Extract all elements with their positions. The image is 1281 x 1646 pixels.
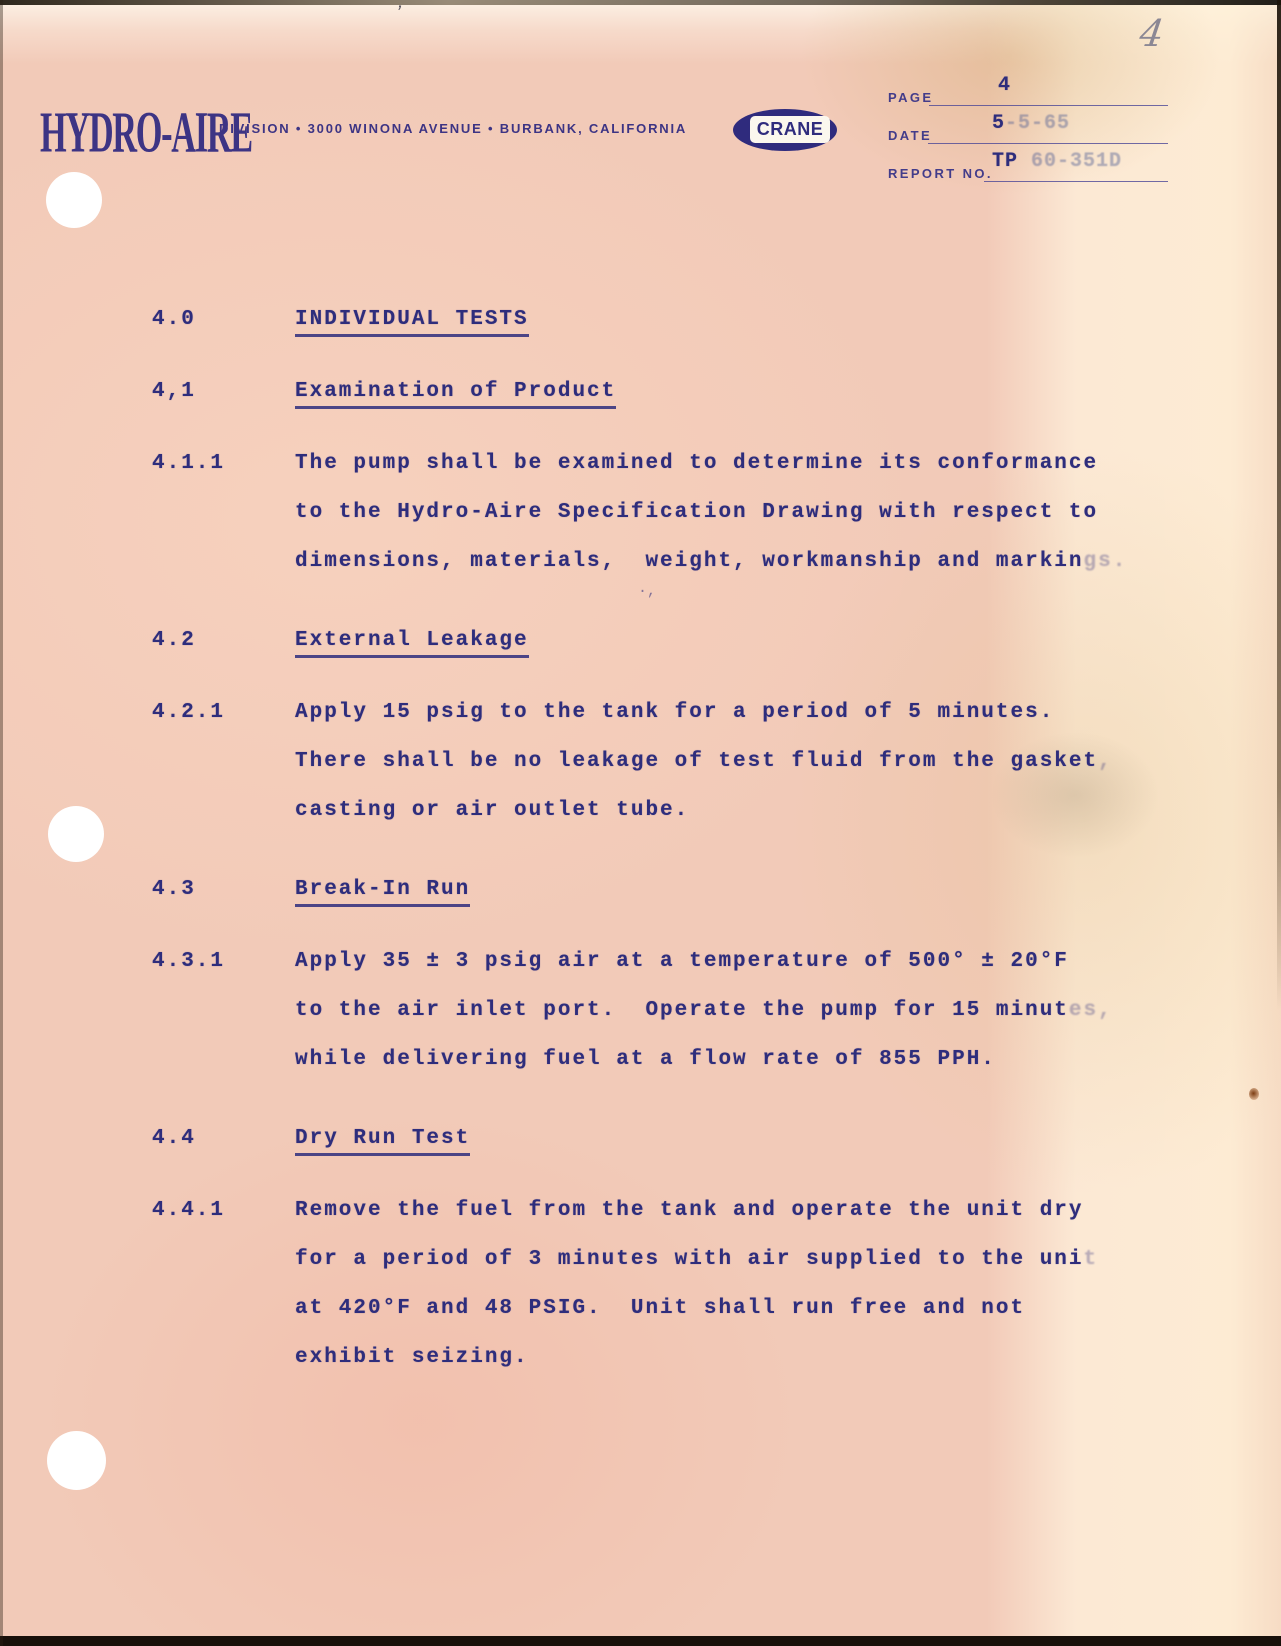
paragraph-line: Remove the fuel from the tank and operate the unit dry bbox=[295, 1199, 1084, 1222]
scan-edge-bottom bbox=[0, 1636, 1281, 1646]
handwritten-page-number: 4 bbox=[1136, 12, 1167, 55]
division-address-line: DIVISION • 3000 WINONA AVENUE • BURBANK, CALIFORNIA bbox=[219, 121, 688, 136]
stray-ink-mark: ·, bbox=[638, 583, 657, 600]
section-number: 4.3 bbox=[152, 878, 196, 901]
punch-hole bbox=[46, 172, 102, 228]
paragraph-line: at 420°F and 48 PSIG. Unit shall run free and not bbox=[295, 1297, 1026, 1320]
date-value-strong: 5 bbox=[992, 112, 1006, 135]
punch-hole bbox=[48, 806, 104, 862]
report-no-field-value bbox=[992, 150, 1122, 173]
stain-spot bbox=[1249, 1088, 1259, 1100]
section-4-2 bbox=[152, 616, 1162, 665]
section-number: 4.4.1 bbox=[152, 1199, 226, 1222]
paragraph-line: dimensions, materials, weight, workmanship and markings. bbox=[295, 550, 1128, 573]
paragraph-line: The pump shall be examined to determine its conformance bbox=[295, 452, 1099, 475]
date-field-label: DATE bbox=[888, 128, 933, 143]
page-field-label: PAGE bbox=[888, 90, 934, 105]
section-4-1-1 bbox=[152, 439, 1162, 586]
paragraph-line: exhibit seizing. bbox=[295, 1346, 529, 1369]
section-paragraph bbox=[295, 688, 1113, 835]
section-number: 4.0 bbox=[152, 308, 196, 331]
scan-edge-left bbox=[0, 0, 3, 1646]
section-number: 4.1.1 bbox=[152, 452, 226, 475]
section-heading: Dry Run Test bbox=[295, 1114, 470, 1163]
section-4-1 bbox=[152, 367, 1162, 416]
page-field-line bbox=[929, 87, 1168, 106]
paragraph-line: casting or air outlet tube. bbox=[295, 799, 690, 822]
report-value-faded: 60-351D bbox=[1031, 150, 1123, 173]
crane-badge bbox=[733, 109, 837, 151]
paragraph-line: Apply 15 psig to the tank for a period of 5 minutes. bbox=[295, 701, 1055, 724]
section-heading: Examination of Product bbox=[295, 367, 616, 416]
paragraph-line: for a period of 3 minutes with air supplied to the unit bbox=[295, 1248, 1099, 1271]
section-4-4-1 bbox=[152, 1186, 1162, 1382]
scan-edge-right bbox=[1277, 0, 1281, 1010]
section-4-4 bbox=[152, 1114, 1162, 1163]
section-number: 4.3.1 bbox=[152, 950, 226, 973]
pencil-tick-mark: ’ bbox=[393, 1, 404, 25]
report-value-strong: TP bbox=[992, 150, 1032, 173]
section-paragraph bbox=[295, 1186, 1098, 1382]
section-paragraph bbox=[295, 439, 1127, 586]
punch-hole bbox=[47, 1431, 106, 1490]
date-value-faded: -5-65 bbox=[1005, 112, 1071, 135]
paragraph-line: to the Hydro-Aire Specification Drawing with respect to bbox=[295, 501, 1099, 524]
paragraph-line: There shall be no leakage of test fluid from the gasket, bbox=[295, 750, 1113, 773]
paragraph-line: Apply 35 ± 3 psig air at a temperature of 500° ± 20°F bbox=[295, 950, 1069, 973]
section-heading: INDIVIDUAL TESTS bbox=[295, 295, 529, 344]
hydro-aire-logo: HYDRO-AIRE bbox=[40, 101, 252, 165]
report-no-field-label: REPORT NO. bbox=[888, 166, 993, 181]
section-number: 4.4 bbox=[152, 1127, 196, 1150]
section-number: 4,1 bbox=[152, 380, 196, 403]
crane-badge-label: CRANE bbox=[750, 116, 830, 143]
paragraph-line: while delivering fuel at a flow rate of 855 PPH. bbox=[295, 1048, 996, 1071]
section-paragraph bbox=[295, 937, 1113, 1084]
section-4-3-1 bbox=[152, 937, 1162, 1084]
page-field-value: 4 bbox=[998, 74, 1012, 97]
section-heading: Break-In Run bbox=[295, 865, 470, 914]
date-field-value bbox=[992, 112, 1070, 135]
scan-edge-top bbox=[0, 0, 1281, 5]
section-number: 4.2.1 bbox=[152, 701, 226, 724]
document-body bbox=[152, 295, 1162, 1412]
section-number: 4.2 bbox=[152, 629, 196, 652]
section-4-2-1 bbox=[152, 688, 1162, 835]
section-heading: External Leakage bbox=[295, 616, 529, 665]
section-4-3 bbox=[152, 865, 1162, 914]
section-4-0 bbox=[152, 295, 1162, 344]
paragraph-line: to the air inlet port. Operate the pump for 15 minutes, bbox=[295, 999, 1113, 1022]
